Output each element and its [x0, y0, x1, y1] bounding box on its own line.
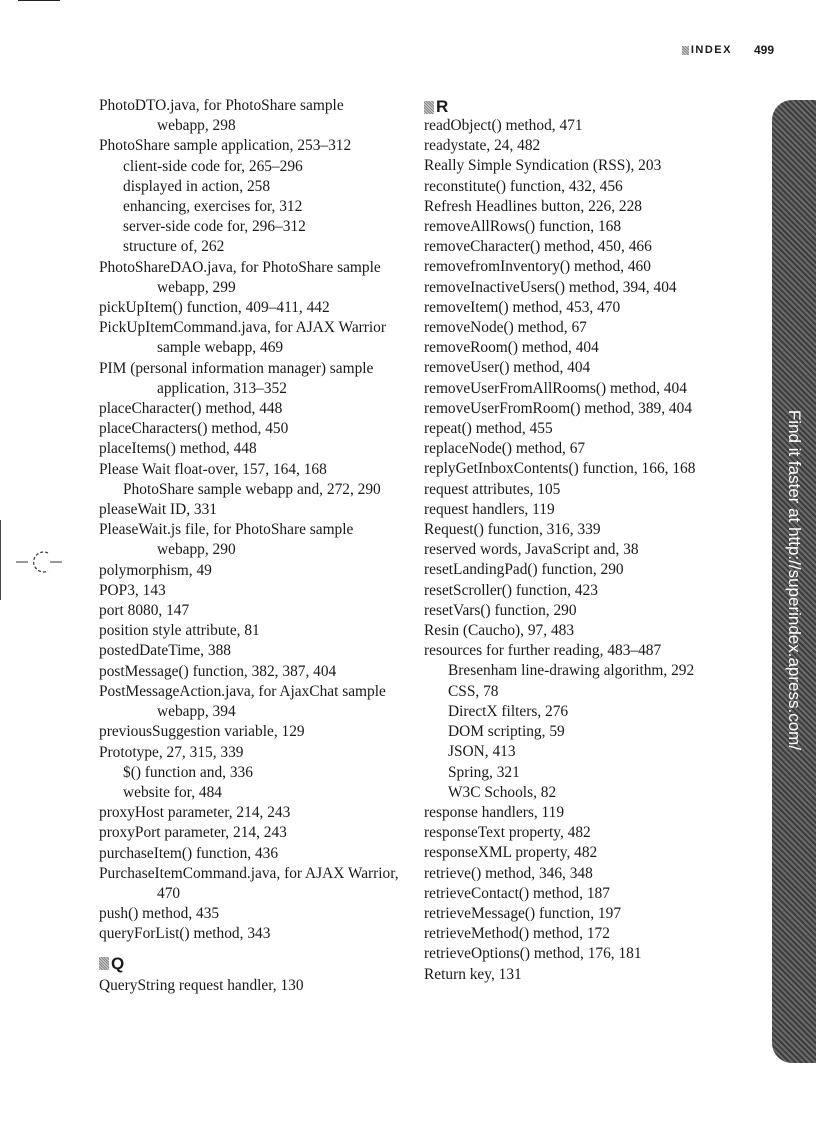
- index-entry: Please Wait float-over, 157, 164, 168: [99, 460, 327, 478]
- index-entry: removeItem() method, 453, 470: [424, 298, 621, 316]
- index-subentry: structure of, 262: [123, 238, 225, 256]
- index-entry: queryForList() method, 343: [99, 925, 271, 943]
- crop-mark-left: [0, 520, 1, 600]
- index-entry: removeNode() method, 67: [424, 319, 587, 337]
- index-entry: purchaseItem() function, 436: [99, 844, 279, 862]
- index-column-left: [99, 96, 399, 996]
- running-head-label: INDEX: [690, 44, 732, 56]
- index-entry: previousSuggestion variable, 129: [99, 723, 305, 741]
- index-entry: PhotoShare sample application, 253–312: [99, 137, 352, 155]
- index-subentry: Spring, 321: [448, 763, 520, 781]
- index-entry: Really Simple Syndication (RSS), 203: [424, 157, 662, 175]
- section-letter: R: [436, 97, 449, 116]
- index-entry: Return key, 131: [424, 965, 522, 983]
- index-entry: resetScroller() function, 423: [424, 581, 598, 599]
- index-entry: QueryString request handler, 130: [99, 976, 304, 994]
- index-entry: resetLandingPad() function, 290: [424, 561, 624, 579]
- registration-mark-icon: [14, 547, 64, 577]
- index-entry: retrieveMessage() function, 197: [424, 904, 622, 922]
- index-entry: PhotoShareDAO.java, for PhotoShare sample webapp, 299: [99, 258, 381, 296]
- index-entry: responseXML property, 482: [424, 844, 598, 862]
- crop-mark-top: [18, 0, 60, 1]
- index-entry: request attributes, 105: [424, 480, 561, 498]
- index-entry: replyGetInboxContents() function, 166, 168: [424, 460, 696, 478]
- index-entry: resetVars() function, 290: [424, 601, 577, 619]
- index-entry: pickUpItem() function, 409–411, 442: [99, 299, 330, 317]
- index-entry: PhotoDTO.java, for PhotoShare sample webapp, 298: [99, 97, 344, 135]
- section-heading-r: [424, 96, 734, 118]
- index-entry: request handlers, 119: [424, 500, 555, 518]
- index-entry: postedDateTime, 388: [99, 642, 231, 660]
- index-entry: pleaseWait ID, 331: [99, 501, 217, 519]
- index-entry: reconstitute() function, 432, 456: [424, 177, 623, 195]
- section-heading-q: [99, 953, 399, 975]
- index-entry: retrieveMethod() method, 172: [424, 925, 610, 943]
- index-entry: POP3, 143: [99, 581, 166, 599]
- index-subentry: client-side code for, 265–296: [123, 157, 303, 175]
- index-entry: push() method, 435: [99, 905, 220, 923]
- index-entry: Resin (Caucho), 97, 483: [424, 622, 575, 640]
- index-entry: removeCharacter() method, 450, 466: [424, 238, 652, 256]
- index-entry: PickUpItemCommand.java, for AJAX Warrior sample webapp, 469: [99, 319, 386, 357]
- index-entry: removeUser() method, 404: [424, 359, 591, 377]
- index-entry: PurchaseItemCommand.java, for AJAX Warrior, 470: [99, 864, 399, 902]
- index-entry: PIM (personal information manager) sample application, 313–352: [99, 359, 374, 397]
- index-entry: readObject() method, 471: [424, 117, 583, 134]
- page-number: 499: [753, 43, 774, 57]
- section-letter: Q: [111, 953, 125, 973]
- index-entry: polymorphism, 49: [99, 561, 212, 579]
- index-subentry: W3C Schools, 82: [448, 783, 557, 801]
- index-entry: PleaseWait.js file, for PhotoShare sample webapp, 290: [99, 521, 354, 559]
- running-head: [682, 43, 774, 57]
- index-entry: Request() function, 316, 339: [424, 521, 601, 539]
- index-entry: repeat() method, 455: [424, 420, 553, 438]
- index-subentry: DOM scripting, 59: [448, 723, 565, 741]
- index-entry: removeAllRows() function, 168: [424, 218, 622, 236]
- index-subentry: CSS, 78: [448, 682, 499, 700]
- index-entry: Refresh Headlines button, 226, 228: [424, 197, 642, 215]
- index-entry: placeCharacters() method, 450: [99, 420, 289, 438]
- index-entry: removeUserFromAllRooms() method, 404: [424, 379, 687, 397]
- index-subentry: displayed in action, 258: [123, 177, 271, 195]
- running-head-marker-icon: [682, 46, 689, 55]
- index-subentry: DirectX filters, 276: [448, 702, 569, 720]
- index-entry: Prototype, 27, 315, 339: [99, 743, 244, 761]
- thumb-tab-text: Find it faster at http://superindex.apress.com/: [785, 409, 804, 751]
- index-entry: responseText property, 482: [424, 824, 591, 842]
- index-entry: resources for further reading, 483–487: [424, 642, 662, 660]
- index-entry: postMessage() function, 382, 387, 404: [99, 662, 337, 680]
- index-entry: response handlers, 119: [424, 803, 565, 821]
- section-marker-icon: [424, 101, 434, 114]
- index-entry: placeCharacter() method, 448: [99, 400, 283, 418]
- index-entry: readystate, 24, 482: [424, 137, 541, 155]
- index-entry: proxyPort parameter, 214, 243: [99, 824, 287, 842]
- index-entry: port 8080, 147: [99, 602, 190, 620]
- index-entry: removeRoom() method, 404: [424, 339, 599, 357]
- index-entry: replaceNode() method, 67: [424, 440, 586, 458]
- index-entry: retrieve() method, 346, 348: [424, 864, 593, 882]
- index-entry: PostMessageAction.java, for AjaxChat sample webapp, 394: [99, 682, 386, 721]
- index-entry: removeInactiveUsers() method, 394, 404: [424, 278, 677, 296]
- index-entry: retrieveContact() method, 187: [424, 884, 610, 902]
- index-entry: position style attribute, 81: [99, 622, 260, 640]
- index-entry: placeItems() method, 448: [99, 440, 257, 458]
- index-subentry: enhancing, exercises for, 312: [123, 198, 303, 216]
- index-subentry: Bresenham line-drawing algorithm, 292: [448, 662, 695, 680]
- index-entry: removeUserFromRoom() method, 389, 404: [424, 399, 693, 417]
- index-entry: reserved words, JavaScript and, 38: [424, 541, 639, 559]
- section-marker-icon: [99, 957, 109, 970]
- index-subentry: $() function and, 336: [123, 763, 253, 781]
- index-entry: removefromInventory() method, 460: [424, 258, 651, 276]
- index-subentry: website for, 484: [123, 783, 222, 801]
- index-entry: proxyHost parameter, 214, 243: [99, 804, 291, 822]
- index-column-right: [424, 96, 734, 985]
- index-subentry: PhotoShare sample webapp and, 272, 290: [123, 480, 381, 498]
- index-entry: retrieveOptions() method, 176, 181: [424, 945, 642, 963]
- index-subentry: JSON, 413: [448, 743, 516, 761]
- index-subentry: server-side code for, 296–312: [123, 218, 306, 236]
